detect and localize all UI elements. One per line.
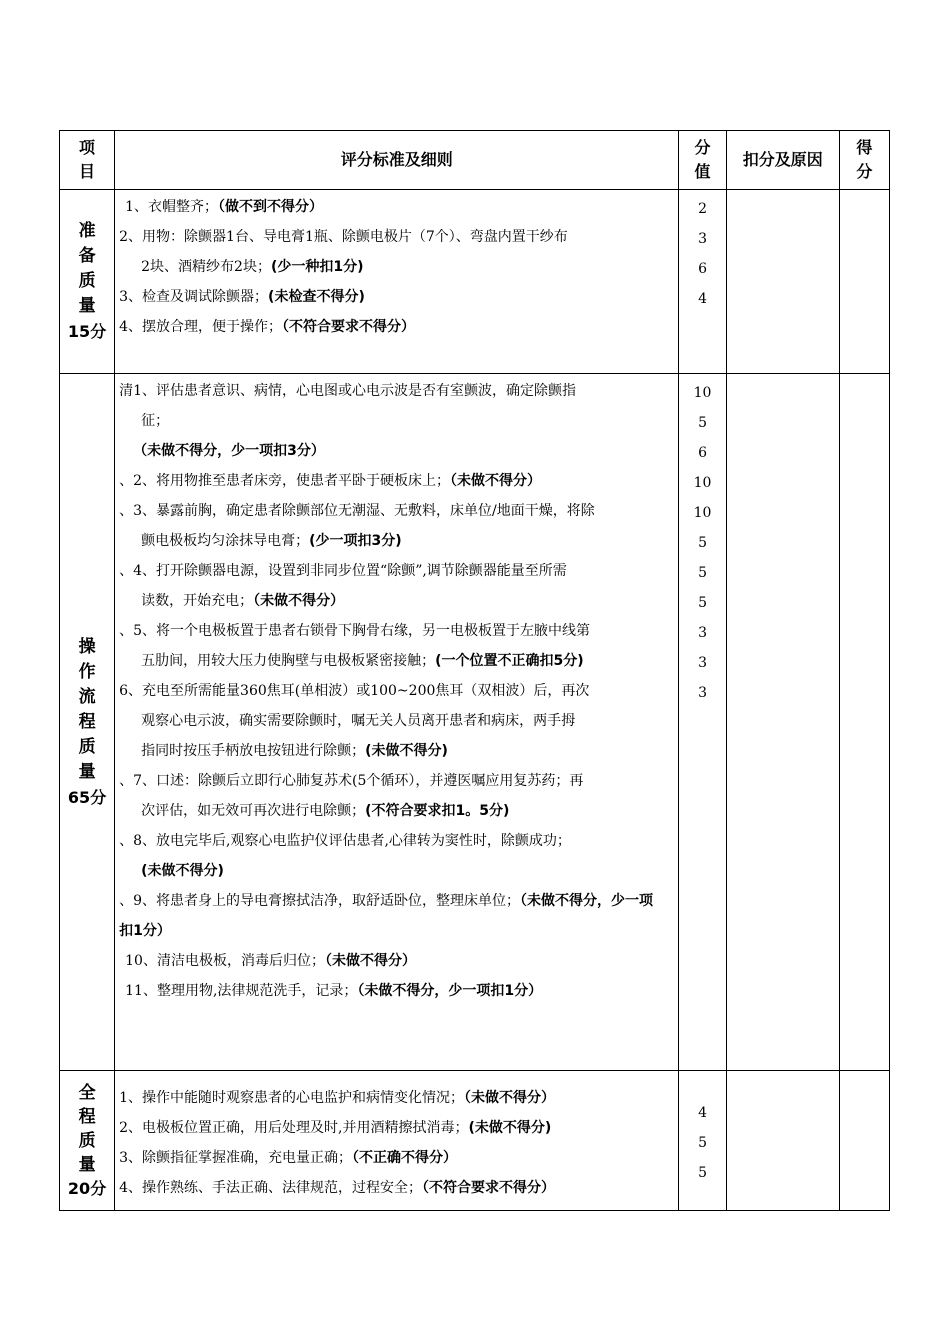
- criteria-procedure: [115, 374, 679, 1071]
- header-item: 项目: [60, 131, 115, 190]
- criteria-line: 1、衣帽整齐；（做不到不得分）: [125, 199, 324, 215]
- header-points: 分值: [679, 131, 726, 190]
- category-char: 质: [78, 1130, 96, 1151]
- score-cell[interactable]: [839, 190, 889, 374]
- points-value: 10: [693, 385, 712, 401]
- header-row: [60, 131, 890, 190]
- criteria-line: 1、操作中能随时观察患者的心电监护和病情变化情况；（未做不得分）: [119, 1090, 556, 1106]
- criteria-line: 、8、放电完毕后,观察心电监护仪评估患者,心律转为窦性时，除颤成功；: [119, 833, 571, 849]
- criteria-line: 观察心电示波，确实需要除颤时，嘱无关人员离开患者和病床，两手拇: [141, 713, 576, 729]
- category-total: 20分: [67, 1178, 107, 1198]
- score-cell[interactable]: [839, 374, 889, 1071]
- criteria-line: 2、电极板位置正确，用后处理及时,并用酒精擦拭消毒；(未做不得分): [119, 1120, 552, 1136]
- points-value: 3: [698, 625, 707, 641]
- points-value: 4: [698, 291, 707, 307]
- criteria-line: 11、整理用物,法律规范洗手，记录；（未做不得分，少一项扣1分）: [125, 983, 543, 999]
- category-preparation: [60, 190, 115, 374]
- points-value: 2: [698, 201, 707, 217]
- category-char: 备: [78, 246, 96, 266]
- criteria-line: 、9、将患者身上的导电膏擦拭洁净，取舒适卧位，整理床单位；（未做不得分，少一项扣1分）: [119, 893, 654, 939]
- points-overall: [679, 1071, 726, 1211]
- points-value: 5: [698, 535, 707, 551]
- header-criteria: 评分标准及细则: [115, 131, 679, 190]
- criteria-line: 、5、将一个电极板置于患者右锁骨下胸骨右缘，另一电极板置于左腋中线第: [119, 623, 591, 639]
- category-char: 全: [78, 1082, 96, 1103]
- deduction-cell[interactable]: [726, 374, 839, 1071]
- criteria-line: （未做不得分，少一项扣3分）: [133, 443, 325, 459]
- section-row-procedure: [60, 374, 890, 1071]
- category-char: 程: [78, 711, 96, 732]
- deduction-cell[interactable]: [726, 190, 839, 374]
- points-value: 10: [693, 505, 712, 521]
- criteria-line: 读数，开始充电；（未做不得分）: [141, 593, 345, 609]
- scoring-sheet: [59, 130, 890, 1211]
- category-char: 流: [78, 686, 96, 707]
- points-value: 4: [698, 1104, 707, 1121]
- criteria-preparation: [115, 190, 679, 374]
- deduction-cell[interactable]: [726, 1071, 839, 1211]
- points-value: 3: [698, 231, 707, 247]
- points-value: 3: [698, 655, 707, 671]
- score-cell[interactable]: [839, 1071, 889, 1211]
- criteria-line: 颤电极板均匀涂抹导电膏；(少一项扣3分): [141, 533, 402, 549]
- criteria-line: 、4、打开除颤器电源，设置到非同步位置“除颤”,调节除颤器能量至所需: [119, 563, 567, 579]
- category-char: 程: [78, 1106, 96, 1127]
- category-char: 量: [78, 1154, 96, 1175]
- category-char: 准: [78, 221, 96, 241]
- points-procedure: [679, 374, 726, 1071]
- points-value: 5: [698, 415, 707, 431]
- points-value: 10: [693, 475, 712, 491]
- category-total: 65分: [67, 787, 107, 807]
- category-char: 操: [78, 636, 96, 657]
- criteria-line: 2、用物：除颤器1台、导电膏1瓶、除颤电极片（7个）、弯盘内置干纱布: [119, 229, 568, 245]
- category-char: 作: [78, 661, 96, 682]
- category-char: 质: [78, 736, 96, 757]
- section-row-preparation: [60, 190, 890, 374]
- criteria-line: 清1、评估患者意识、病情，心电图或心电示波是否有室颤波，确定除颤指: [119, 383, 577, 399]
- criteria-line: 6、充电至所需能量360焦耳(单相波）或100~200焦耳（双相波）后，再次: [119, 683, 590, 699]
- points-value: 3: [698, 685, 707, 701]
- criteria-line: 指同时按压手柄放电按钮进行除颤；(未做不得分): [141, 743, 448, 759]
- category-char: 质: [78, 271, 96, 291]
- scoring-table: [59, 130, 890, 1211]
- points-value: 6: [698, 261, 707, 277]
- category-total: 15分: [67, 322, 107, 341]
- category-overall: [60, 1071, 115, 1211]
- criteria-line: 4、摆放合理，便于操作；（不符合要求不得分）: [119, 319, 416, 335]
- criteria-line: 征；: [141, 413, 170, 429]
- points-value: 5: [698, 565, 707, 581]
- points-value: 6: [698, 445, 707, 461]
- criteria-line: 次评估，如无效可再次进行电除颤；(不符合要求扣1。5分): [141, 803, 510, 819]
- category-char: 量: [78, 761, 96, 782]
- criteria-line: 2块、酒精纱布2块；(少一种扣1分): [141, 259, 364, 275]
- criteria-line: 3、检查及调试除颤器；(未检查不得分): [119, 289, 365, 305]
- criteria-line: 、7、口述：除颤后立即行心肺复苏术(5个循环），并遵医嘱应用复苏药；再: [119, 773, 584, 789]
- points-preparation: [679, 190, 726, 374]
- criteria-overall: [115, 1071, 679, 1211]
- points-value: 5: [698, 1134, 707, 1151]
- points-value: 5: [698, 595, 707, 611]
- criteria-line: 、2、将用物推至患者床旁，使患者平卧于硬板床上；（未做不得分）: [119, 473, 542, 489]
- criteria-line: 3、除颤指征掌握准确，充电量正确；（不正确不得分）: [119, 1150, 458, 1166]
- criteria-line: 10、清洁电极板，消毒后归位；（未做不得分）: [125, 953, 416, 969]
- criteria-line: 五肋间，用较大压力使胸壁与电极板紧密接触；(一个位置不正确扣5分): [141, 653, 584, 669]
- header-deduction: 扣分及原因: [726, 131, 839, 190]
- header-score: 得分: [839, 131, 889, 190]
- criteria-line: (未做不得分): [141, 863, 224, 879]
- criteria-line: 、3、暴露前胸，确定患者除颤部位无潮湿、无敷料，床单位/地面干燥，将除: [119, 503, 595, 519]
- category-procedure: [60, 374, 115, 1071]
- category-char: 量: [78, 296, 96, 316]
- criteria-line: 4、操作熟练、手法正确、法律规范，过程安全；（不符合要求不得分）: [119, 1180, 556, 1196]
- points-value: 5: [698, 1164, 707, 1181]
- section-row-overall: [60, 1071, 890, 1211]
